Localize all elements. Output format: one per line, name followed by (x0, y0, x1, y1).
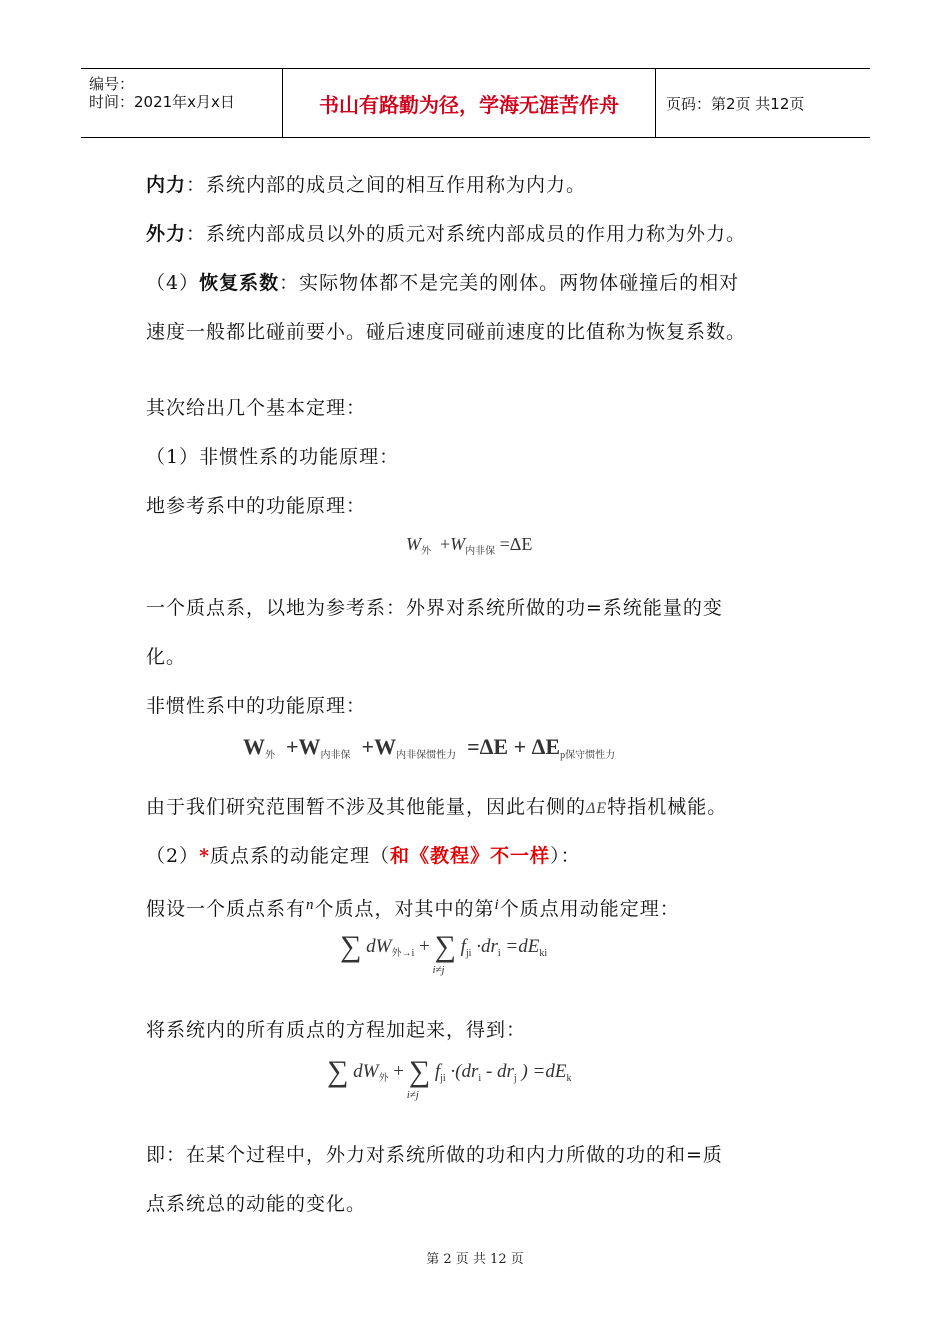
eq2-sub3: 内非保惯性力 (396, 750, 457, 761)
paragraph-external-force (146, 222, 746, 246)
text-colon: ）： (550, 845, 581, 867)
eq4-sub5: k (566, 1073, 572, 1084)
eq4-t3: ·(dr (450, 1061, 479, 1082)
eq3-rhs: =dE (505, 936, 540, 957)
eq3-sub3: i (497, 948, 501, 959)
paragraph-assume-n (146, 893, 680, 921)
eq3-t3: ·dr (476, 936, 498, 957)
eq1-sub1: 外 (421, 546, 431, 557)
eq3-t2: f (460, 936, 466, 957)
eq3-sum1: ∑ (340, 930, 362, 963)
text-mech-a: 由于我们研究范围暂不涉及其他能量，因此右侧的 (146, 796, 587, 818)
eq2-t3: W (374, 734, 397, 759)
eq4-rhs: ) =dE (521, 1061, 567, 1082)
paragraph-system-explain: 一个质点系，以地为参考系：外界对系统所做的功=系统能量的变 (146, 597, 723, 619)
header-motto: 书山有路勤为径，学海无涯苦作舟 (283, 69, 656, 137)
eq3-sum2: ∑ (434, 930, 456, 963)
paragraph-internal-force (146, 173, 586, 197)
paragraph-noninertial-title: （1）非惯性系的功能原理： (146, 446, 400, 468)
paragraph-conclusion-cont: 点系统总的动能的变化。 (146, 1193, 367, 1215)
eq3-sub1: 外→i (391, 948, 415, 959)
symbol-delta-e: ΔE (586, 800, 608, 817)
eq3-t1: dW (366, 936, 392, 957)
text-restitution: ：实际物体都不是完美的刚体。两物体碰撞后的相对 (279, 272, 740, 294)
paragraph-sum-all: 将系统内的所有质点的方程加起来，得到： (146, 1019, 527, 1041)
date-label: 时间：2021年x月x日 (89, 93, 235, 111)
eq3-plus: + (419, 936, 430, 957)
term-external-force: 外力 (146, 223, 187, 245)
eq4-t2: f (434, 1061, 441, 1082)
eq2-t1: W (243, 734, 265, 759)
star-mark: * (199, 845, 211, 867)
paragraph-restitution (146, 271, 739, 295)
eq4-minus: - dr (485, 1061, 514, 1082)
eq4-sum2-group (406, 1055, 431, 1101)
eq3-under: i≠j (432, 964, 445, 976)
paragraph-system-explain-cont: 化。 (146, 646, 187, 668)
equation-work-energy-ground: $W_外 +W_{内非保} =\Delta E$ (406, 534, 533, 557)
eq4-under: i≠j (406, 1089, 419, 1101)
text-assume-a: 假设一个质点系有 (146, 898, 307, 920)
page-footer: 第 2 页 共 12 页 (426, 1252, 524, 1267)
text-mech-b: 特指机械能。 (607, 796, 728, 818)
header-meta (81, 69, 283, 137)
eq1-rhs: =ΔE (499, 534, 533, 554)
note-different: 和《教程》不一样 (390, 845, 551, 867)
equation-kinetic-system (327, 1055, 572, 1101)
text-internal-force: ：系统内部的成员之间的相互作用称为内力。 (186, 174, 587, 196)
symbol-i: i (494, 897, 500, 913)
eq2-rhs: =ΔE + ΔE (467, 734, 561, 759)
eq3-sub2: ji (465, 948, 472, 959)
text-kinetic-title: 质点系的动能定理（ (210, 845, 391, 867)
paragraph-noninertial-frame: 非惯性系中的功能原理： (146, 695, 367, 717)
eq2-t2: W (298, 734, 321, 759)
item-number: （4） (146, 272, 200, 294)
paragraph-ground-frame: 地参考系中的功能原理： (146, 495, 367, 517)
eq2-sub2: 内非保 (320, 750, 351, 761)
eq2-sub1: 外 (265, 750, 275, 761)
eq4-sub1: 外 (378, 1073, 389, 1084)
term-restitution: 恢复系数 (199, 272, 280, 294)
paragraph-conclusion: 即：在某个过程中，外力对系统所做的功和内力所做的功的和=质 (146, 1144, 723, 1166)
symbol-n: n (306, 897, 315, 913)
eq1-w1: W (406, 534, 421, 554)
header-page-info: 页码：第2页 共12页 (666, 94, 805, 113)
paragraph-mechanical-energy (146, 795, 727, 821)
eq2-sub4: p保守惯性力 (560, 750, 616, 761)
eq4-sub2: ji (440, 1073, 446, 1084)
eq4-sum2: ∑ (408, 1055, 431, 1088)
eq4-sum1: ∑ (327, 1055, 349, 1088)
eq3-sub4: ki (539, 948, 548, 959)
term-internal-force: 内力 (146, 174, 187, 196)
equation-work-energy-noninertial: $W_外 +W_{内非保} +W_{内非保惯性力} =\Delta E + \Delta E_{p保守惯性力}$ (243, 734, 616, 761)
eq1-sub2: 内非保 (465, 546, 496, 557)
page-header (81, 68, 870, 138)
eq4-t1: dW (353, 1061, 379, 1082)
eq4-sub3: i (478, 1073, 482, 1084)
eq4-sub4: j (513, 1073, 517, 1084)
text-assume-c: 个质点用动能定理： (499, 898, 680, 920)
text-assume-b: 个质点，对其中的第 (314, 898, 495, 920)
text-external-force: ：系统内部成员以外的质元对系统内部成员的作用力称为外力。 (186, 223, 747, 245)
eq1-w2: W (450, 534, 466, 554)
eq3-sum2-group (432, 930, 456, 976)
paragraph-restitution-cont: 速度一般都比碰前要小。碰后速度同碰前速度的比值称为恢复系数。 (146, 321, 747, 343)
equation-kinetic-single (340, 930, 548, 976)
eq4-plus: + (393, 1061, 404, 1082)
paragraph-kinetic-theorem-title (146, 844, 581, 868)
number-label: 编号： (89, 75, 135, 93)
paragraph-theorems-intro: 其次给出几个基本定理： (146, 397, 367, 419)
item-number-2: （2） (146, 845, 200, 867)
